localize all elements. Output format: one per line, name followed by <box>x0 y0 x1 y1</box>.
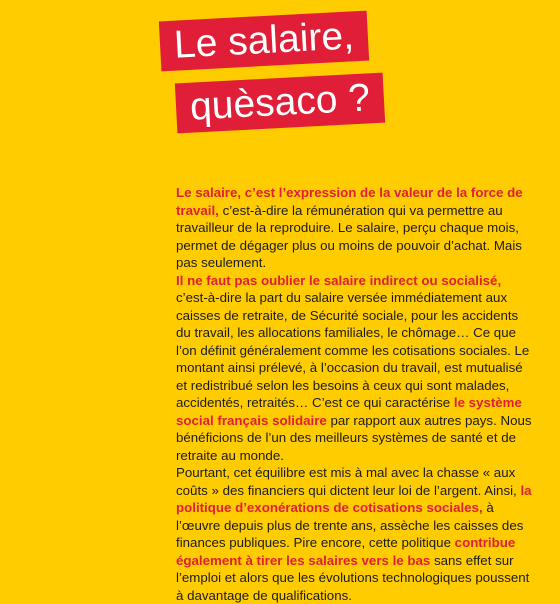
body-text: par rapport aux autres pays. Nous bénéficions de l’un des meilleurs systèmes de santé et de retraite au monde. <box>176 412 532 463</box>
highlight-text: Le salaire, c’est l’expression de la valeur de la force de travail, <box>176 185 523 218</box>
paragraph-2 <box>176 272 532 465</box>
title-line-1: Le salaire, <box>159 11 369 72</box>
highlight-text: contribue également à tirer les salaires vers le bas <box>176 535 516 568</box>
body-text: c’est-à-dire la rémunération qui va permettre au travailleur de la reproduire. Le salaire, perçu chaque mois, permet de dégager plus ou moins de pouvoir d’achat. Mais pas seulement. <box>176 202 522 270</box>
body-text: c’est-à-dire la part du salaire versée immédiatement aux caisses de retraite, de Sécurité sociale, pour les accidents du travail, les allocations familiales, le chômage… Ce que l’on définit généralement comme les cotisations sociales. Le montant ainsi prélevé, à l’occasion du travail, est mutualisé et redistribué selon les besoins à ceux qui sont malades, accidentés, retraités… C’est ce qui caractérise <box>176 290 530 410</box>
highlight-text: le système social français solidaire <box>176 395 522 428</box>
article-body <box>176 184 532 604</box>
paragraph-1 <box>176 184 532 272</box>
paragraph-3 <box>176 464 532 604</box>
title-line-2: quèsaco ? <box>175 73 385 134</box>
body-text: Pourtant, cet équilibre est mis à mal avec la chasse « aux coûts » des financiers qui dictent leur loi de l’argent. Ainsi, <box>176 465 521 498</box>
highlight-text: Il ne faut pas oublier le salaire indirect ou socialisé, <box>176 272 502 288</box>
body-text: à l’œuvre depuis plus de trente ans, assèche les caisses des finances publiques. Pire encore, cette politique <box>176 500 524 550</box>
highlight-text: la politique d’exonérations de cotisations sociales, <box>176 482 532 515</box>
body-text: sans effet sur l’emploi et alors que les évolutions technologiques poussent à davantage de qualifications. <box>176 552 530 603</box>
